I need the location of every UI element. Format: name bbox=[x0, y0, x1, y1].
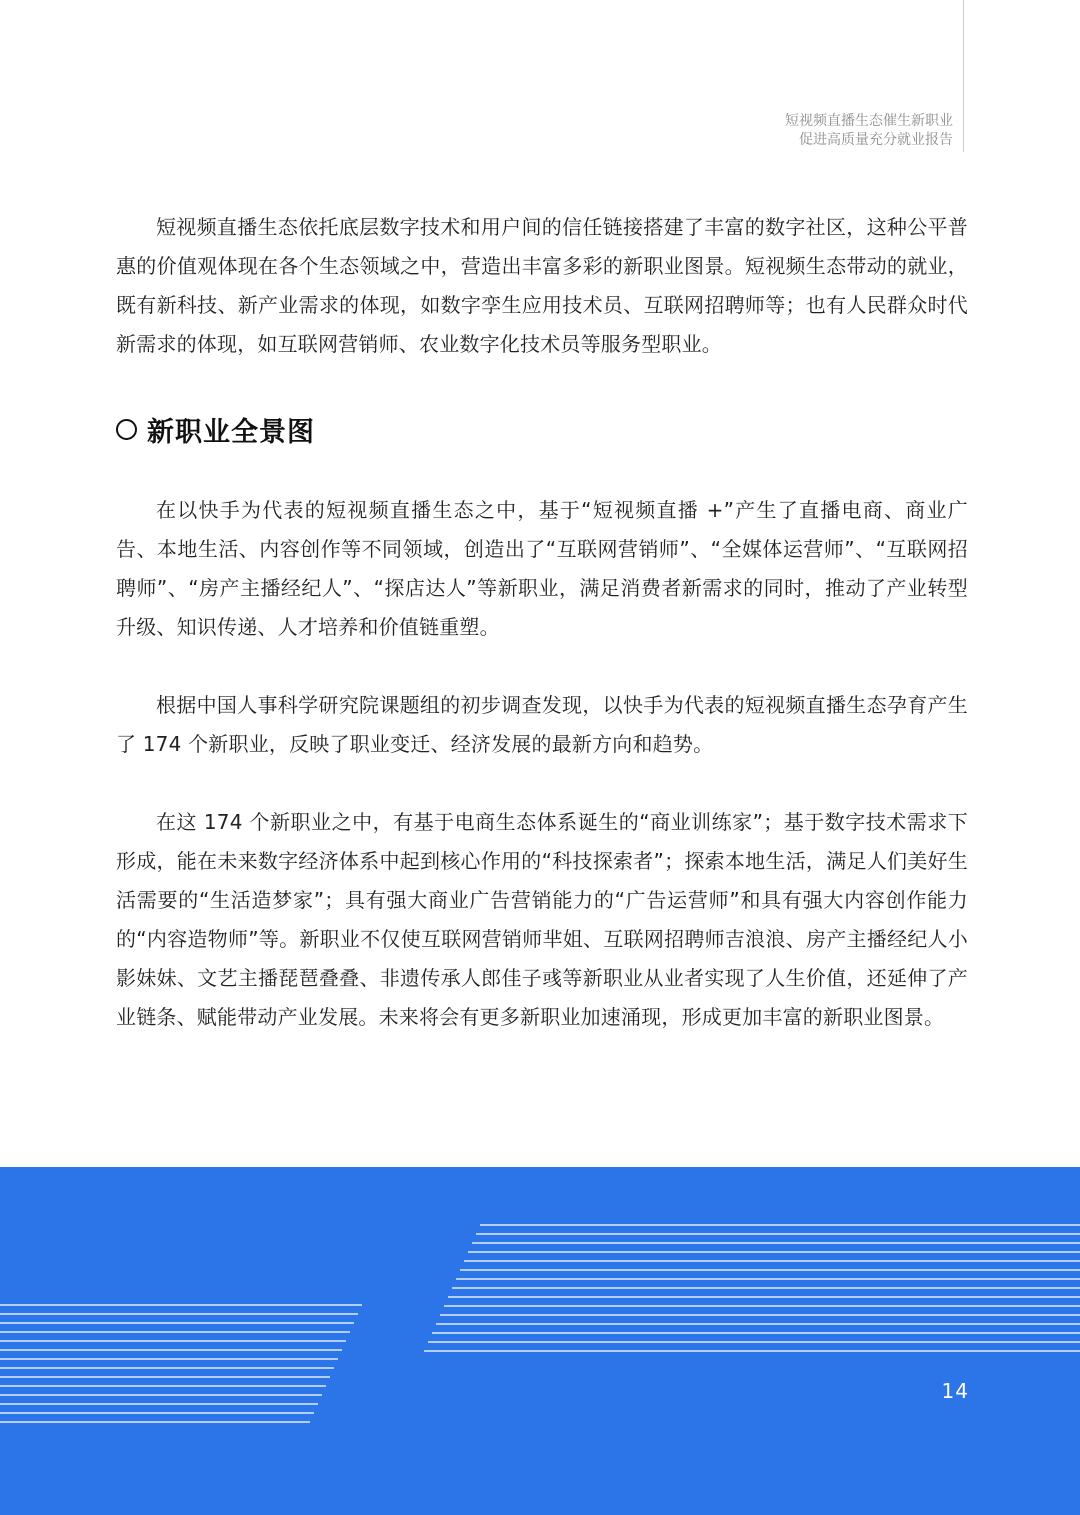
header-divider bbox=[963, 0, 964, 152]
paragraph-new-jobs: 在以快手为代表的短视频直播生态之中，基于“短视频直播 +”产生了直播电商、商业广告、本地生活、内容创作等不同领域，创造出了“互联网营销师”、“全媒体运营师”、“互联网招聘师”、“房产主播经纪人”、“探店达人”等新职业，满足消费者新需求的同时，推动了产业转型升级、知识传递、人才培养和价值链重塑。 bbox=[116, 498, 968, 639]
paragraph-survey: 根据中国人事科学研究院课题组的初步调查发现，以快手为代表的短视频直播生态孕育产生了 174 个新职业，反映了职业变迁、经济发展的最新方向和趋势。 bbox=[116, 693, 968, 756]
section-heading bbox=[116, 407, 315, 451]
paragraph-intro: 短视频直播生态依托底层数字技术和用户间的信任链接搭建了丰富的数字社区，这种公平普惠的价值观体现在各个生态领域之中，营造出丰富多彩的新职业图景。短视频生态带动的就业，既有新科技、新产业需求的体现，如数字孪生应用技术员、互联网招聘师等；也有人民群众时代新需求的体现，如互联网营销师、农业数字化技术员等服务型职业。 bbox=[116, 215, 968, 356]
decorative-stripes bbox=[0, 1167, 1080, 1515]
footer-band bbox=[0, 1167, 1080, 1515]
header-title-line2: 促进高质量充分就业报告 bbox=[799, 132, 953, 148]
header-title-line1: 短视频直播生态催生新职业 bbox=[785, 113, 953, 129]
circle-icon bbox=[116, 419, 137, 440]
page-number: 14 bbox=[941, 1379, 969, 1403]
running-header bbox=[785, 112, 953, 150]
paragraph-174-jobs: 在这 174 个新职业之中，有基于电商生态体系诞生的“商业训练家”；基于数字技术需求下形成，能在未来数字经济体系中起到核心作用的“科技探索者”；探索本地生活，满足人们美好生活需要的“生活造梦家”；具有强大商业广告营销能力的“广告运营师”和具有强大内容创作能力的“内容造物师”等。新职业不仅使互联网营销师芈姐、互联网招聘师吉浪浪、房产主播经纪人小影妹妹、文艺主播琵琶叠叠、非遗传承人郎佳子彧等新职业从业者实现了人生价值，还延伸了产业链条、赋能带动产业发展。未来将会有更多新职业加速涌现，形成更加丰富的新职业图景。 bbox=[116, 810, 968, 1029]
section-title: 新职业全景图 bbox=[147, 416, 315, 448]
